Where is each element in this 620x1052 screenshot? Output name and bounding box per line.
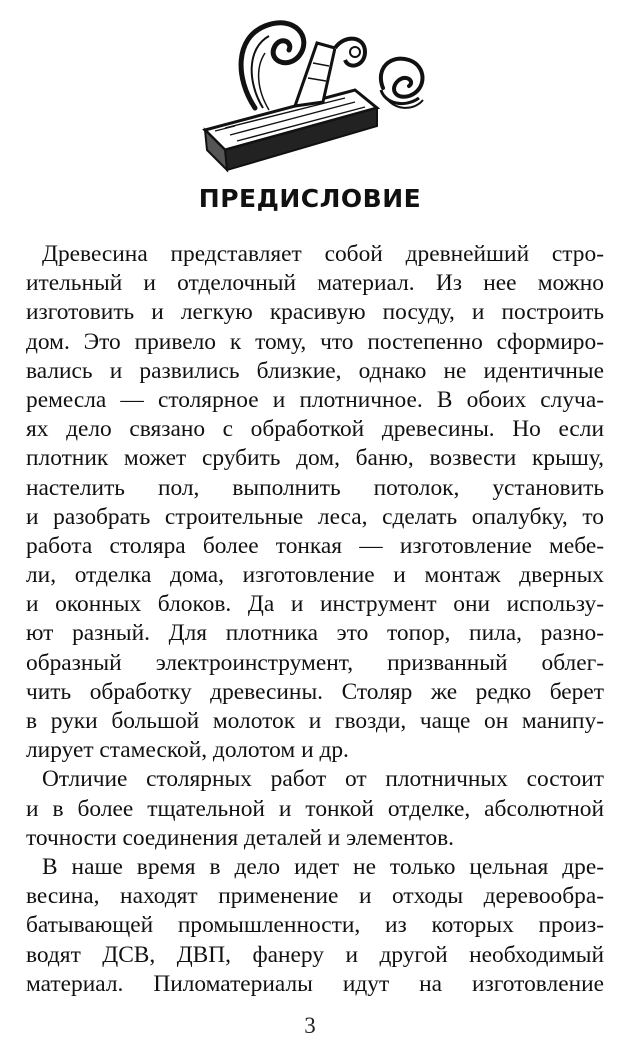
text-line: ют разный. Для плотника это топор, пила, разно-	[26, 620, 604, 647]
paragraph-3	[26, 853, 604, 999]
text-line: ительный и отделочный материал. Из нее можно	[26, 270, 604, 297]
text-line: ремесла — столярное и плотничное. В обоих случа-	[26, 386, 604, 413]
text-line: изготовить и легкую красивую посуду, и построить	[26, 299, 604, 326]
text-line: работа столяра более тонкая — изготовление мебе-	[26, 532, 604, 559]
text-line: весина, находят применение и отходы деревообра-	[26, 883, 604, 910]
paragraph-1	[26, 240, 604, 765]
text-line: В наше время в дело идет не только цельная дре-	[42, 853, 604, 880]
text-line: и разобрать строительные леса, сделать опалубку, то	[26, 503, 604, 530]
text-line: дом. Это привело к тому, что постепенно сформиро-	[26, 328, 604, 355]
paragraph-2	[26, 765, 604, 853]
body-text	[26, 240, 604, 999]
text-line: лирует стамеской, долотом и др.	[26, 737, 349, 764]
text-line: настелить пол, выполнить потолок, установить	[26, 474, 604, 501]
text-line: в руки большой молоток и гвозди, чаще он манипу-	[26, 708, 604, 734]
text-line: батывающей промышленности, из которых произ-	[26, 912, 604, 939]
wood-plane-with-shavings-icon	[195, 8, 435, 173]
text-line: водят ДСВ, ДВП, фанеру и другой необходимый	[26, 941, 604, 968]
text-line: ли, отделка дома, изготовление и монтаж дверных	[26, 562, 604, 589]
text-line: Отличие столярных работ от плотничных состоит	[42, 766, 604, 793]
page-heading: ПРЕДИСЛОВИЕ	[198, 184, 422, 213]
text-line: вались и развились близкие, однако не идентичные	[26, 357, 604, 384]
page-number: 3	[304, 1013, 316, 1038]
text-line: точности соединения деталей и элементов.	[26, 824, 454, 851]
text-line: и оконных блоков. Да и инструмент они использу-	[26, 591, 604, 618]
text-line: плотник может срубить дом, баню, возвести крышу,	[26, 445, 604, 472]
text-line: образный электроинструмент, призванный облег-	[26, 649, 604, 676]
text-line: материал. Пиломатериалы идут на изготовление	[26, 970, 604, 997]
text-line: ях дело связано с обработкой древесины. Но если	[26, 416, 604, 443]
text-line: и в более тщательной и тонкой отделке, абсолютной	[26, 795, 604, 822]
text-line: Древесина представляет собой древнейший стро-	[42, 241, 604, 267]
text-line: чить обработку древесины. Столяр же редко берет	[26, 678, 604, 705]
